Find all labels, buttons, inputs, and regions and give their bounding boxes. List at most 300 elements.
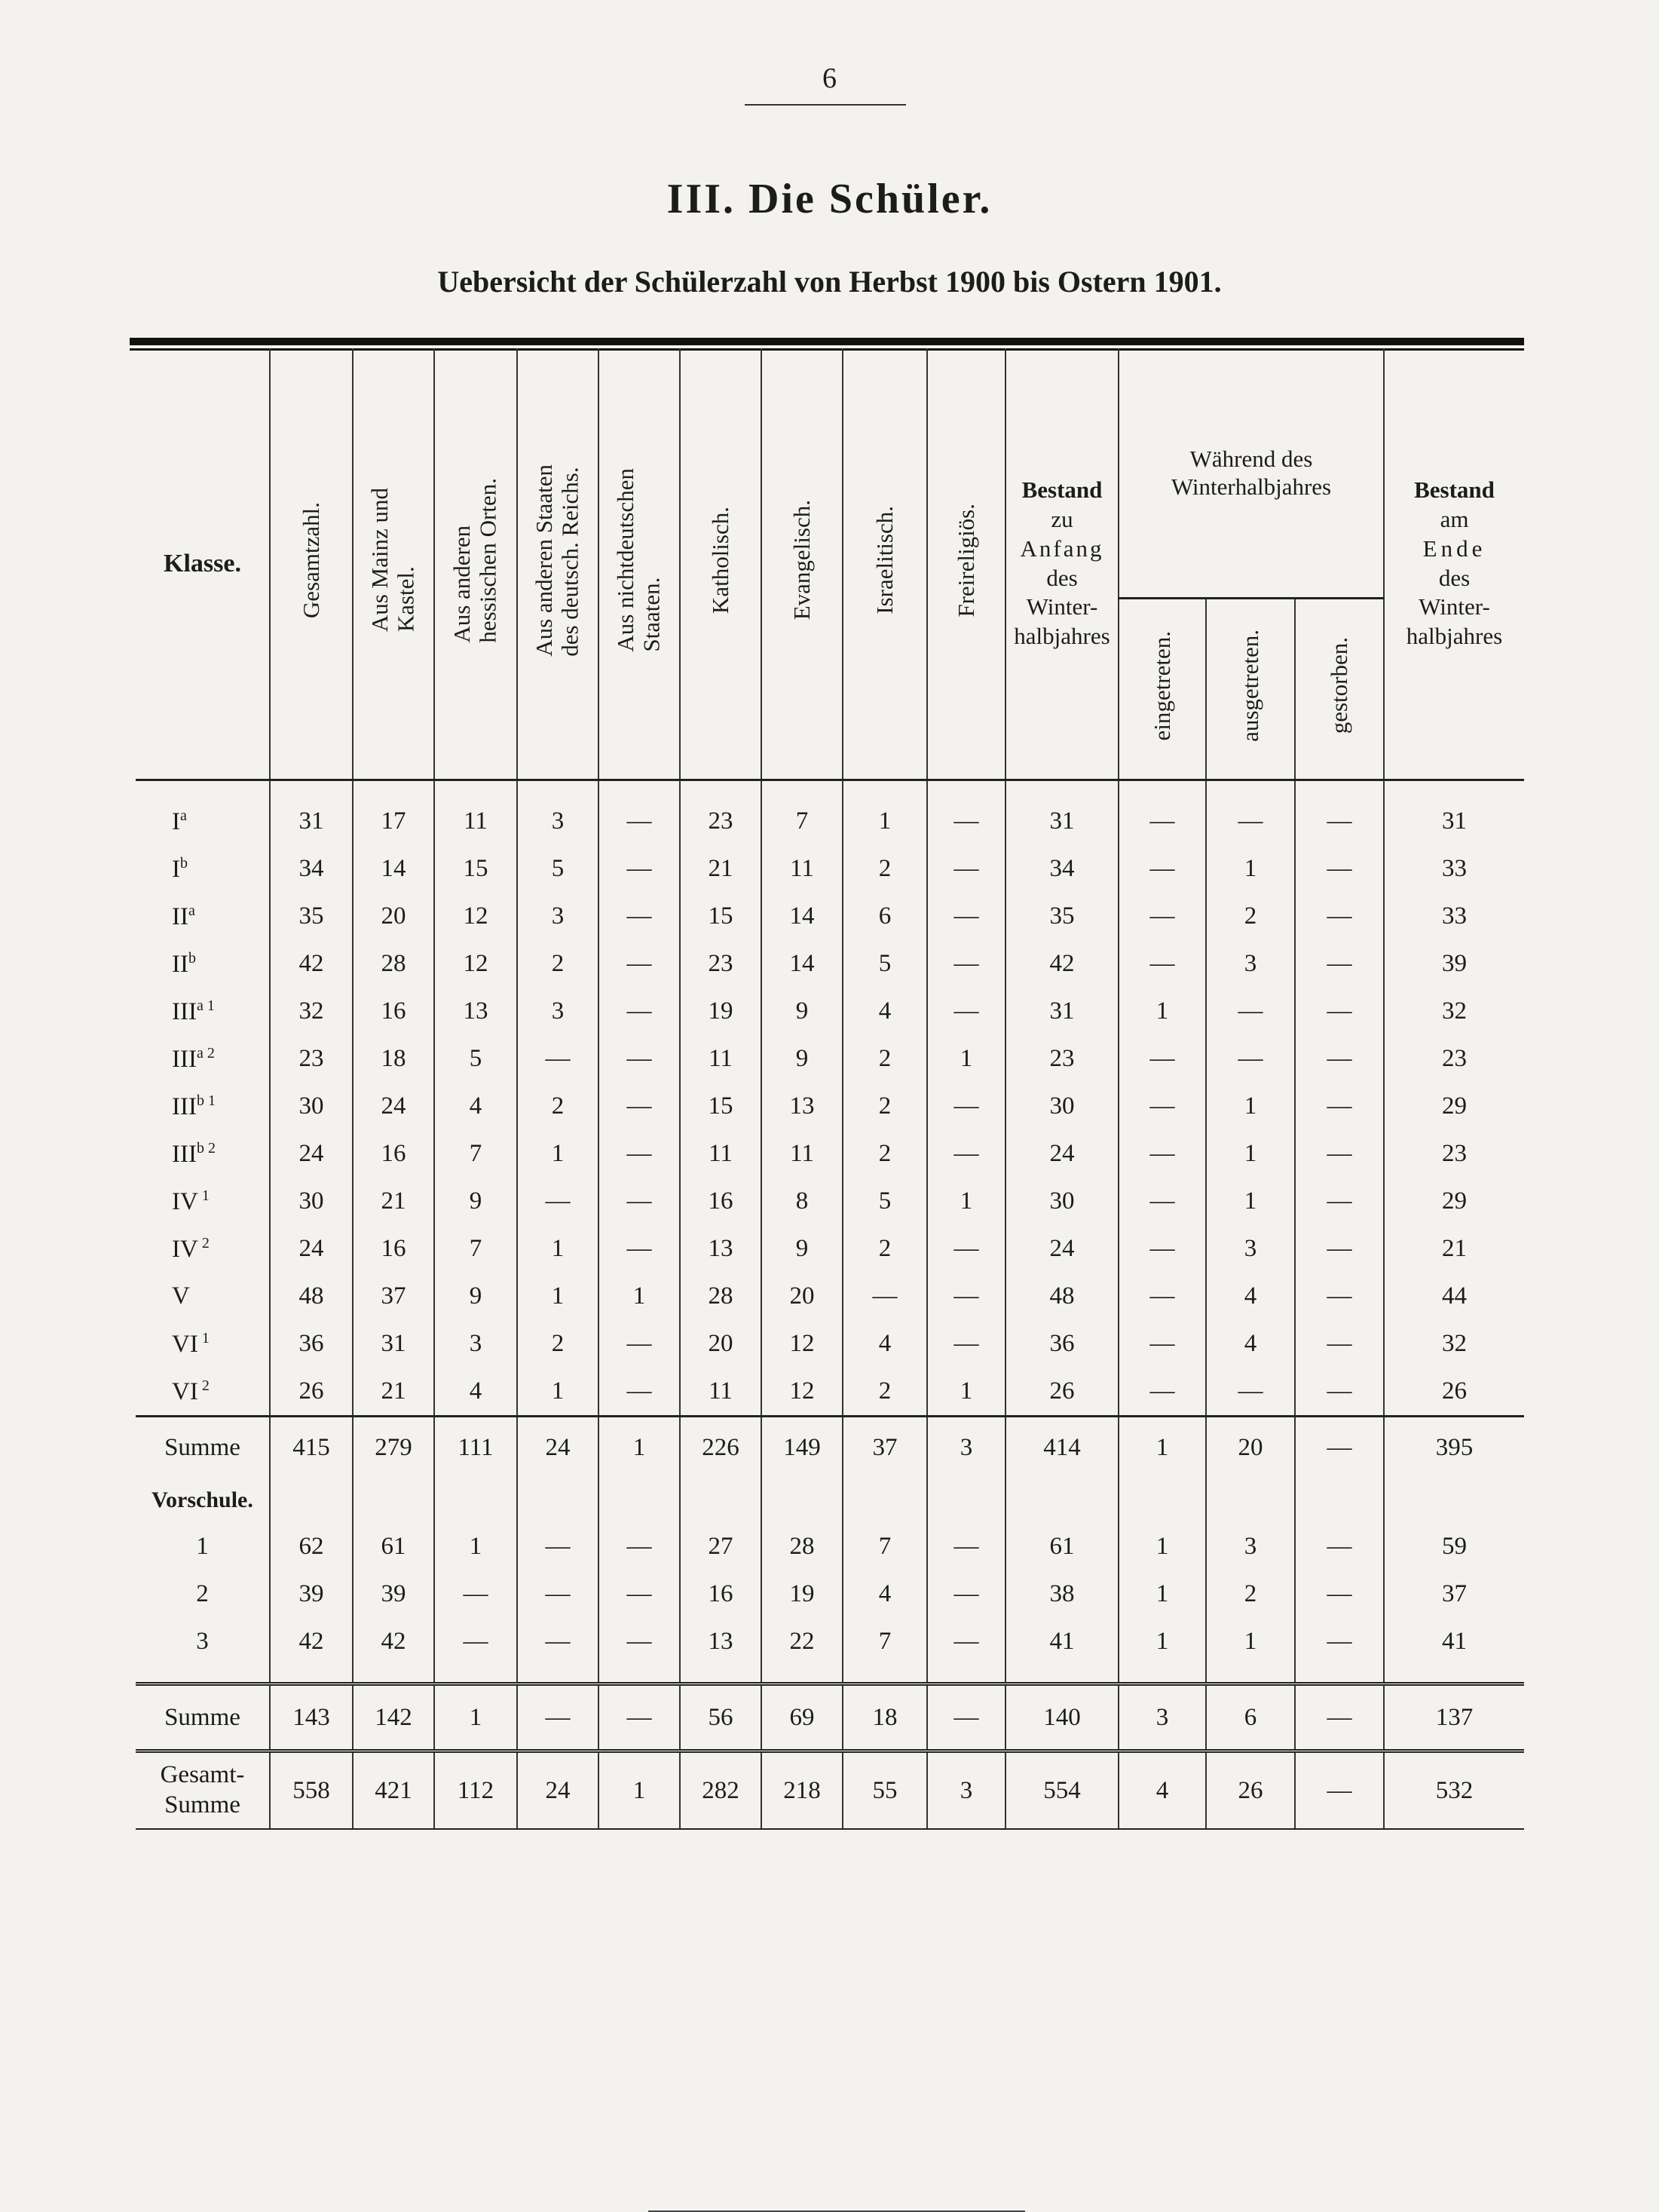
class-6-value-7: 9 bbox=[761, 1035, 843, 1083]
vorschule-1-value-13: — bbox=[1295, 1523, 1384, 1570]
vorschule-1-value-2: 61 bbox=[353, 1523, 434, 1570]
class-2-value-13: — bbox=[1295, 845, 1384, 893]
class-label: VI $^1$ bbox=[172, 1329, 210, 1358]
vorschule-1-value-5: — bbox=[598, 1523, 680, 1570]
class-9-value-4: — bbox=[517, 1178, 598, 1225]
class-9-value-12: 1 bbox=[1206, 1178, 1295, 1225]
vorschule-3-value-4: — bbox=[517, 1618, 598, 1665]
class-8-value-5: — bbox=[598, 1130, 680, 1178]
class-13-value-11: — bbox=[1119, 1368, 1206, 1417]
vorschule-summe-row-value-3: 1 bbox=[434, 1684, 517, 1751]
class-9-value-6: 16 bbox=[680, 1178, 761, 1225]
header-freireligioes: Freireligiös. bbox=[927, 348, 1006, 780]
class-1-value-13: — bbox=[1295, 798, 1384, 845]
class-1-value-11: — bbox=[1119, 798, 1206, 845]
class-10-value-10: 24 bbox=[1006, 1225, 1119, 1273]
vorschule-3-value-6: 13 bbox=[680, 1618, 761, 1665]
class-2-value-3: 15 bbox=[434, 845, 517, 893]
summe-row-value-4: 24 bbox=[517, 1417, 598, 1478]
class-10-value-13: — bbox=[1295, 1225, 1384, 1273]
class-10-value-11: — bbox=[1119, 1225, 1206, 1273]
vorschule-3-value-5: — bbox=[598, 1618, 680, 1665]
table-row bbox=[136, 940, 1524, 988]
vorschule-1-value-1: 62 bbox=[270, 1523, 353, 1570]
class-8-value-6: 11 bbox=[680, 1130, 761, 1178]
class-4-value-6: 23 bbox=[680, 940, 761, 988]
gesamt-summe-value-4: 24 bbox=[517, 1751, 598, 1830]
table-row bbox=[136, 1273, 1524, 1320]
vorschule-3-value-1: 42 bbox=[270, 1618, 353, 1665]
class-12-value-7: 12 bbox=[761, 1320, 843, 1368]
header-israelitisch: Israelitisch. bbox=[843, 348, 927, 780]
class-5-value-9: — bbox=[927, 988, 1006, 1035]
class-3-value-11: — bbox=[1119, 893, 1206, 940]
vorschule-2-value-13: — bbox=[1295, 1570, 1384, 1618]
class-3-value-5: — bbox=[598, 893, 680, 940]
class-6-value-8: 2 bbox=[843, 1035, 927, 1083]
vorschule-3-value-9: — bbox=[927, 1618, 1006, 1665]
class-12-value-6: 20 bbox=[680, 1320, 761, 1368]
class-13-value-5: — bbox=[598, 1368, 680, 1417]
header-nichtdeutsche-staaten: Aus nichtdeutschen Staaten. bbox=[598, 348, 680, 780]
class-6-value-3: 5 bbox=[434, 1035, 517, 1083]
class-6-value-5: — bbox=[598, 1035, 680, 1083]
class-7-value-3: 4 bbox=[434, 1083, 517, 1130]
class-2-value-7: 11 bbox=[761, 845, 843, 893]
vorschule-1-value-12: 3 bbox=[1206, 1523, 1295, 1570]
gesamt-summe-value-9: 3 bbox=[927, 1751, 1006, 1830]
table-row bbox=[136, 1368, 1524, 1417]
class-7-value-6: 15 bbox=[680, 1083, 761, 1130]
header-katholisch: Katholisch. bbox=[680, 348, 761, 780]
header-klasse: Klasse. bbox=[136, 348, 270, 780]
class-10-value-9: — bbox=[927, 1225, 1006, 1273]
table-row bbox=[136, 1618, 1524, 1665]
class-10-value-6: 13 bbox=[680, 1225, 761, 1273]
class-12-value-11: — bbox=[1119, 1320, 1206, 1368]
vorschule-2-value-3: — bbox=[434, 1570, 517, 1618]
class-10-value-3: 7 bbox=[434, 1225, 517, 1273]
gesamt-summe-value-11: 4 bbox=[1119, 1751, 1206, 1830]
header-gesamtzahl: Gesamtzahl. bbox=[270, 348, 353, 780]
vorschule-class-label: 3 bbox=[196, 1628, 209, 1655]
class-label: III$^b$ $^2$ bbox=[172, 1139, 216, 1168]
class-4-value-14: 39 bbox=[1384, 940, 1524, 988]
class-13-value-12: — bbox=[1206, 1368, 1295, 1417]
class-13-value-2: 21 bbox=[353, 1368, 434, 1417]
vorschule-summe-row-value-4: — bbox=[517, 1684, 598, 1751]
class-6-value-12: — bbox=[1206, 1035, 1295, 1083]
class-11-value-12: 4 bbox=[1206, 1273, 1295, 1320]
class-3-value-9: — bbox=[927, 893, 1006, 940]
class-11-value-11: — bbox=[1119, 1273, 1206, 1320]
vorschule-1-value-14: 59 bbox=[1384, 1523, 1524, 1570]
table-row bbox=[136, 1178, 1524, 1225]
class-5-value-12: — bbox=[1206, 988, 1295, 1035]
class-3-value-14: 33 bbox=[1384, 893, 1524, 940]
class-2-value-8: 2 bbox=[843, 845, 927, 893]
class-5-value-1: 32 bbox=[270, 988, 353, 1035]
summe-row bbox=[136, 1417, 1524, 1478]
class-9-value-9: 1 bbox=[927, 1178, 1006, 1225]
class-label: IV $^2$ bbox=[172, 1234, 210, 1263]
class-9-value-13: — bbox=[1295, 1178, 1384, 1225]
gesamt-summe-value-14: 532 bbox=[1384, 1751, 1524, 1830]
vorschule-2-value-11: 1 bbox=[1119, 1570, 1206, 1618]
class-8-value-12: 1 bbox=[1206, 1130, 1295, 1178]
class-9-value-8: 5 bbox=[843, 1178, 927, 1225]
vorschule-summe-row-value-7: 69 bbox=[761, 1684, 843, 1751]
header-waehrend-winterhalbjahr: Während des Winterhalbjahres bbox=[1119, 348, 1384, 599]
class-4-value-13: — bbox=[1295, 940, 1384, 988]
vorschule-2-value-8: 4 bbox=[843, 1570, 927, 1618]
vorschule-summe-row-value-9: — bbox=[927, 1684, 1006, 1751]
vorschule-3-value-2: 42 bbox=[353, 1618, 434, 1665]
class-2-value-14: 33 bbox=[1384, 845, 1524, 893]
vorschule-2-value-4: — bbox=[517, 1570, 598, 1618]
class-4-value-5: — bbox=[598, 940, 680, 988]
page-number: 6 bbox=[822, 63, 837, 94]
class-1-value-6: 23 bbox=[680, 798, 761, 845]
vorschule-3-value-13: — bbox=[1295, 1618, 1384, 1665]
class-11-value-14: 44 bbox=[1384, 1273, 1524, 1320]
class-5-value-8: 4 bbox=[843, 988, 927, 1035]
class-7-value-5: — bbox=[598, 1083, 680, 1130]
vorschule-summe-row-value-1: 143 bbox=[270, 1684, 353, 1751]
gesamt-summe-value-1: 558 bbox=[270, 1751, 353, 1830]
class-8-value-4: 1 bbox=[517, 1130, 598, 1178]
class-9-value-10: 30 bbox=[1006, 1178, 1119, 1225]
class-12-value-12: 4 bbox=[1206, 1320, 1295, 1368]
class-4-value-9: — bbox=[927, 940, 1006, 988]
vorschule-3-value-10: 41 bbox=[1006, 1618, 1119, 1665]
table-row bbox=[136, 1130, 1524, 1178]
class-9-value-3: 9 bbox=[434, 1178, 517, 1225]
table-row bbox=[136, 845, 1524, 893]
class-13-value-14: 26 bbox=[1384, 1368, 1524, 1417]
vorschule-summe-row-value-11: 3 bbox=[1119, 1684, 1206, 1751]
summe-row-value-7: 149 bbox=[761, 1417, 843, 1478]
class-2-value-12: 1 bbox=[1206, 845, 1295, 893]
vorschule-2-value-14: 37 bbox=[1384, 1570, 1524, 1618]
section-title: III. Die Schüler. bbox=[666, 176, 993, 222]
vorschule-class-label: 2 bbox=[196, 1580, 209, 1607]
class-8-value-8: 2 bbox=[843, 1130, 927, 1178]
class-4-value-1: 42 bbox=[270, 940, 353, 988]
class-1-value-12: — bbox=[1206, 798, 1295, 845]
vorschule-3-value-11: 1 bbox=[1119, 1618, 1206, 1665]
vorschule-label: Vorschule. bbox=[152, 1487, 253, 1512]
class-7-value-8: 2 bbox=[843, 1083, 927, 1130]
class-4-value-7: 14 bbox=[761, 940, 843, 988]
vorschule-summe-row-value-12: 6 bbox=[1206, 1684, 1295, 1751]
summe-row-value-12: 20 bbox=[1206, 1417, 1295, 1478]
class-13-value-13: — bbox=[1295, 1368, 1384, 1417]
class-11-value-8: — bbox=[843, 1273, 927, 1320]
class-3-value-12: 2 bbox=[1206, 893, 1295, 940]
class-1-value-2: 17 bbox=[353, 798, 434, 845]
class-8-value-7: 11 bbox=[761, 1130, 843, 1178]
class-5-value-6: 19 bbox=[680, 988, 761, 1035]
class-3-value-2: 20 bbox=[353, 893, 434, 940]
class-12-value-9: — bbox=[927, 1320, 1006, 1368]
class-6-value-10: 23 bbox=[1006, 1035, 1119, 1083]
class-3-value-1: 35 bbox=[270, 893, 353, 940]
class-6-value-9: 1 bbox=[927, 1035, 1006, 1083]
class-7-value-4: 2 bbox=[517, 1083, 598, 1130]
summe-row-value-6: 226 bbox=[680, 1417, 761, 1478]
gesamt-summe-value-6: 282 bbox=[680, 1751, 761, 1830]
class-10-value-4: 1 bbox=[517, 1225, 598, 1273]
class-12-value-1: 36 bbox=[270, 1320, 353, 1368]
class-7-value-1: 30 bbox=[270, 1083, 353, 1130]
class-8-value-1: 24 bbox=[270, 1130, 353, 1178]
class-10-value-8: 2 bbox=[843, 1225, 927, 1273]
class-9-value-2: 21 bbox=[353, 1178, 434, 1225]
summe-row-value-14: 395 bbox=[1384, 1417, 1524, 1478]
gesamt-summe-value-7: 218 bbox=[761, 1751, 843, 1830]
vorschule-summe-row-label: Summe bbox=[136, 1684, 270, 1751]
class-9-value-14: 29 bbox=[1384, 1178, 1524, 1225]
class-11-value-4: 1 bbox=[517, 1273, 598, 1320]
vorschule-class-label: 1 bbox=[196, 1533, 209, 1560]
class-5-value-7: 9 bbox=[761, 988, 843, 1035]
vorschule-1-value-7: 28 bbox=[761, 1523, 843, 1570]
class-13-value-3: 4 bbox=[434, 1368, 517, 1417]
class-13-value-6: 11 bbox=[680, 1368, 761, 1417]
class-4-value-3: 12 bbox=[434, 940, 517, 988]
vorschule-summe-row-value-8: 18 bbox=[843, 1684, 927, 1751]
vorschule-3-value-14: 41 bbox=[1384, 1618, 1524, 1665]
table-row bbox=[136, 893, 1524, 940]
gesamt-summe-value-10: 554 bbox=[1006, 1751, 1119, 1830]
table-row bbox=[136, 1225, 1524, 1273]
class-7-value-13: — bbox=[1295, 1083, 1384, 1130]
vorschule-1-value-6: 27 bbox=[680, 1523, 761, 1570]
vorschule-2-value-1: 39 bbox=[270, 1570, 353, 1618]
class-label: $I^a$ bbox=[172, 807, 187, 835]
class-3-value-13: — bbox=[1295, 893, 1384, 940]
class-2-value-5: — bbox=[598, 845, 680, 893]
class-11-value-7: 20 bbox=[761, 1273, 843, 1320]
table-row bbox=[136, 1035, 1524, 1083]
class-13-value-8: 2 bbox=[843, 1368, 927, 1417]
vorschule-1-value-8: 7 bbox=[843, 1523, 927, 1570]
class-5-value-13: — bbox=[1295, 988, 1384, 1035]
class-13-value-1: 26 bbox=[270, 1368, 353, 1417]
table-row bbox=[136, 988, 1524, 1035]
class-3-value-3: 12 bbox=[434, 893, 517, 940]
class-3-value-8: 6 bbox=[843, 893, 927, 940]
vorschule-summe-row-value-6: 56 bbox=[680, 1684, 761, 1751]
class-5-value-2: 16 bbox=[353, 988, 434, 1035]
class-12-value-10: 36 bbox=[1006, 1320, 1119, 1368]
class-10-value-5: — bbox=[598, 1225, 680, 1273]
class-label: III$^a$ $^1$ bbox=[172, 997, 215, 1025]
class-8-value-13: — bbox=[1295, 1130, 1384, 1178]
class-9-value-5: — bbox=[598, 1178, 680, 1225]
header-bestand-ende: Bestand am Ende des Winter- halbjahres bbox=[1384, 348, 1524, 780]
class-1-value-5: — bbox=[598, 798, 680, 845]
class-label: III$^a$ $^2$ bbox=[172, 1044, 215, 1073]
table-row bbox=[136, 1523, 1524, 1570]
vorschule-2-value-6: 16 bbox=[680, 1570, 761, 1618]
class-6-value-6: 11 bbox=[680, 1035, 761, 1083]
class-1-value-9: — bbox=[927, 798, 1006, 845]
vorschule-2-value-7: 19 bbox=[761, 1570, 843, 1618]
table-row bbox=[136, 798, 1524, 845]
class-11-value-10: 48 bbox=[1006, 1273, 1119, 1320]
class-5-value-4: 3 bbox=[517, 988, 598, 1035]
vorschule-2-value-10: 38 bbox=[1006, 1570, 1119, 1618]
class-11-value-2: 37 bbox=[353, 1273, 434, 1320]
class-4-value-10: 42 bbox=[1006, 940, 1119, 988]
class-10-value-14: 21 bbox=[1384, 1225, 1524, 1273]
vorschule-2-value-5: — bbox=[598, 1570, 680, 1618]
class-7-value-14: 29 bbox=[1384, 1083, 1524, 1130]
gesamt-summe-value-8: 55 bbox=[843, 1751, 927, 1830]
class-label: $I^b$ bbox=[172, 854, 188, 883]
header-mainz: Aus Mainz und Kastel. bbox=[353, 348, 434, 780]
vorschule-1-value-4: — bbox=[517, 1523, 598, 1570]
class-6-value-11: — bbox=[1119, 1035, 1206, 1083]
class-12-value-3: 3 bbox=[434, 1320, 517, 1368]
class-5-value-11: 1 bbox=[1119, 988, 1206, 1035]
vorschule-2-value-9: — bbox=[927, 1570, 1006, 1618]
table-row bbox=[136, 1570, 1524, 1618]
class-8-value-11: — bbox=[1119, 1130, 1206, 1178]
class-6-value-1: 23 bbox=[270, 1035, 353, 1083]
class-7-value-11: — bbox=[1119, 1083, 1206, 1130]
class-13-value-9: 1 bbox=[927, 1368, 1006, 1417]
summe-row-value-2: 279 bbox=[353, 1417, 434, 1478]
class-5-value-5: — bbox=[598, 988, 680, 1035]
header-row bbox=[136, 348, 1524, 599]
gesamt-summe-value-13: — bbox=[1295, 1751, 1384, 1830]
class-3-value-6: 15 bbox=[680, 893, 761, 940]
gesamt-summe-label: Gesamt- Summe bbox=[136, 1751, 270, 1830]
class-12-value-2: 31 bbox=[353, 1320, 434, 1368]
class-9-value-7: 8 bbox=[761, 1178, 843, 1225]
class-12-value-5: — bbox=[598, 1320, 680, 1368]
class-5-value-10: 31 bbox=[1006, 988, 1119, 1035]
vorschule-summe-row bbox=[136, 1684, 1524, 1751]
summe-row-value-10: 414 bbox=[1006, 1417, 1119, 1478]
vorschule-3-value-3: — bbox=[434, 1618, 517, 1665]
header-bestand-anfang: Bestand zu Anfang des Winter- halbjahres bbox=[1006, 348, 1119, 780]
class-11-value-3: 9 bbox=[434, 1273, 517, 1320]
class-8-value-10: 24 bbox=[1006, 1130, 1119, 1178]
gesamt-summe-value-12: 26 bbox=[1206, 1751, 1295, 1830]
class-rows bbox=[136, 780, 1524, 1830]
class-1-value-7: 7 bbox=[761, 798, 843, 845]
summe-row-value-11: 1 bbox=[1119, 1417, 1206, 1478]
class-5-value-14: 32 bbox=[1384, 988, 1524, 1035]
summe-row-value-1: 415 bbox=[270, 1417, 353, 1478]
vorschule-heading-row bbox=[136, 1478, 1524, 1523]
summe-row-value-9: 3 bbox=[927, 1417, 1006, 1478]
class-label: III$^b$ $^1$ bbox=[172, 1092, 216, 1120]
class-2-value-11: — bbox=[1119, 845, 1206, 893]
gesamt-summe-value-2: 421 bbox=[353, 1751, 434, 1830]
class-13-value-7: 12 bbox=[761, 1368, 843, 1417]
class-2-value-1: 34 bbox=[270, 845, 353, 893]
table-row bbox=[136, 1083, 1524, 1130]
header-ausgetreten: ausgetreten. bbox=[1206, 599, 1295, 780]
class-1-value-4: 3 bbox=[517, 798, 598, 845]
gesamt-summe-value-5: 1 bbox=[598, 1751, 680, 1830]
class-7-value-9: — bbox=[927, 1083, 1006, 1130]
class-1-value-10: 31 bbox=[1006, 798, 1119, 845]
summe-row-label: Summe bbox=[136, 1417, 270, 1478]
class-13-value-4: 1 bbox=[517, 1368, 598, 1417]
class-12-value-14: 32 bbox=[1384, 1320, 1524, 1368]
class-7-value-7: 13 bbox=[761, 1083, 843, 1130]
vorschule-3-value-8: 7 bbox=[843, 1618, 927, 1665]
class-13-value-10: 26 bbox=[1006, 1368, 1119, 1417]
class-3-value-7: 14 bbox=[761, 893, 843, 940]
class-label: V bbox=[172, 1282, 190, 1310]
class-2-value-9: — bbox=[927, 845, 1006, 893]
class-11-value-5: 1 bbox=[598, 1273, 680, 1320]
spacer-row bbox=[136, 1665, 1524, 1684]
class-1-value-8: 1 bbox=[843, 798, 927, 845]
class-5-value-3: 13 bbox=[434, 988, 517, 1035]
class-1-value-14: 31 bbox=[1384, 798, 1524, 845]
student-statistics-table bbox=[136, 348, 1524, 1830]
vorschule-summe-row-value-5: — bbox=[598, 1684, 680, 1751]
class-8-value-14: 23 bbox=[1384, 1130, 1524, 1178]
class-label: $II^b$ bbox=[172, 949, 196, 978]
summe-row-value-8: 37 bbox=[843, 1417, 927, 1478]
class-11-value-6: 28 bbox=[680, 1273, 761, 1320]
summe-row-value-3: 111 bbox=[434, 1417, 517, 1478]
summe-row-value-13: — bbox=[1295, 1417, 1384, 1478]
class-6-value-14: 23 bbox=[1384, 1035, 1524, 1083]
vorschule-1-value-10: 61 bbox=[1006, 1523, 1119, 1570]
table-subtitle: Uebersicht der Schülerzahl von Herbst 1900 bis Ostern 1901. bbox=[437, 265, 1222, 299]
class-7-value-12: 1 bbox=[1206, 1083, 1295, 1130]
class-10-value-2: 16 bbox=[353, 1225, 434, 1273]
class-1-value-1: 31 bbox=[270, 798, 353, 845]
class-10-value-7: 9 bbox=[761, 1225, 843, 1273]
gesamt-summe-row bbox=[136, 1751, 1524, 1830]
class-4-value-8: 5 bbox=[843, 940, 927, 988]
class-4-value-11: — bbox=[1119, 940, 1206, 988]
summe-row-value-5: 1 bbox=[598, 1417, 680, 1478]
gesamt-summe-value-3: 112 bbox=[434, 1751, 517, 1830]
class-6-value-4: — bbox=[517, 1035, 598, 1083]
class-6-value-13: — bbox=[1295, 1035, 1384, 1083]
header-deutsche-staaten: Aus anderen Staaten des deutsch. Reichs. bbox=[517, 348, 598, 780]
class-2-value-6: 21 bbox=[680, 845, 761, 893]
class-2-value-4: 5 bbox=[517, 845, 598, 893]
vorschule-2-value-12: 2 bbox=[1206, 1570, 1295, 1618]
vorschule-summe-row-value-14: 137 bbox=[1384, 1684, 1524, 1751]
class-11-value-13: — bbox=[1295, 1273, 1384, 1320]
top-rule-thick bbox=[130, 338, 1524, 345]
class-12-value-4: 2 bbox=[517, 1320, 598, 1368]
class-9-value-1: 30 bbox=[270, 1178, 353, 1225]
vorschule-2-value-2: 39 bbox=[353, 1570, 434, 1618]
class-4-value-2: 28 bbox=[353, 940, 434, 988]
class-10-value-1: 24 bbox=[270, 1225, 353, 1273]
class-6-value-2: 18 bbox=[353, 1035, 434, 1083]
class-2-value-10: 34 bbox=[1006, 845, 1119, 893]
class-4-value-4: 2 bbox=[517, 940, 598, 988]
class-1-value-3: 11 bbox=[434, 798, 517, 845]
table-row bbox=[136, 1320, 1524, 1368]
